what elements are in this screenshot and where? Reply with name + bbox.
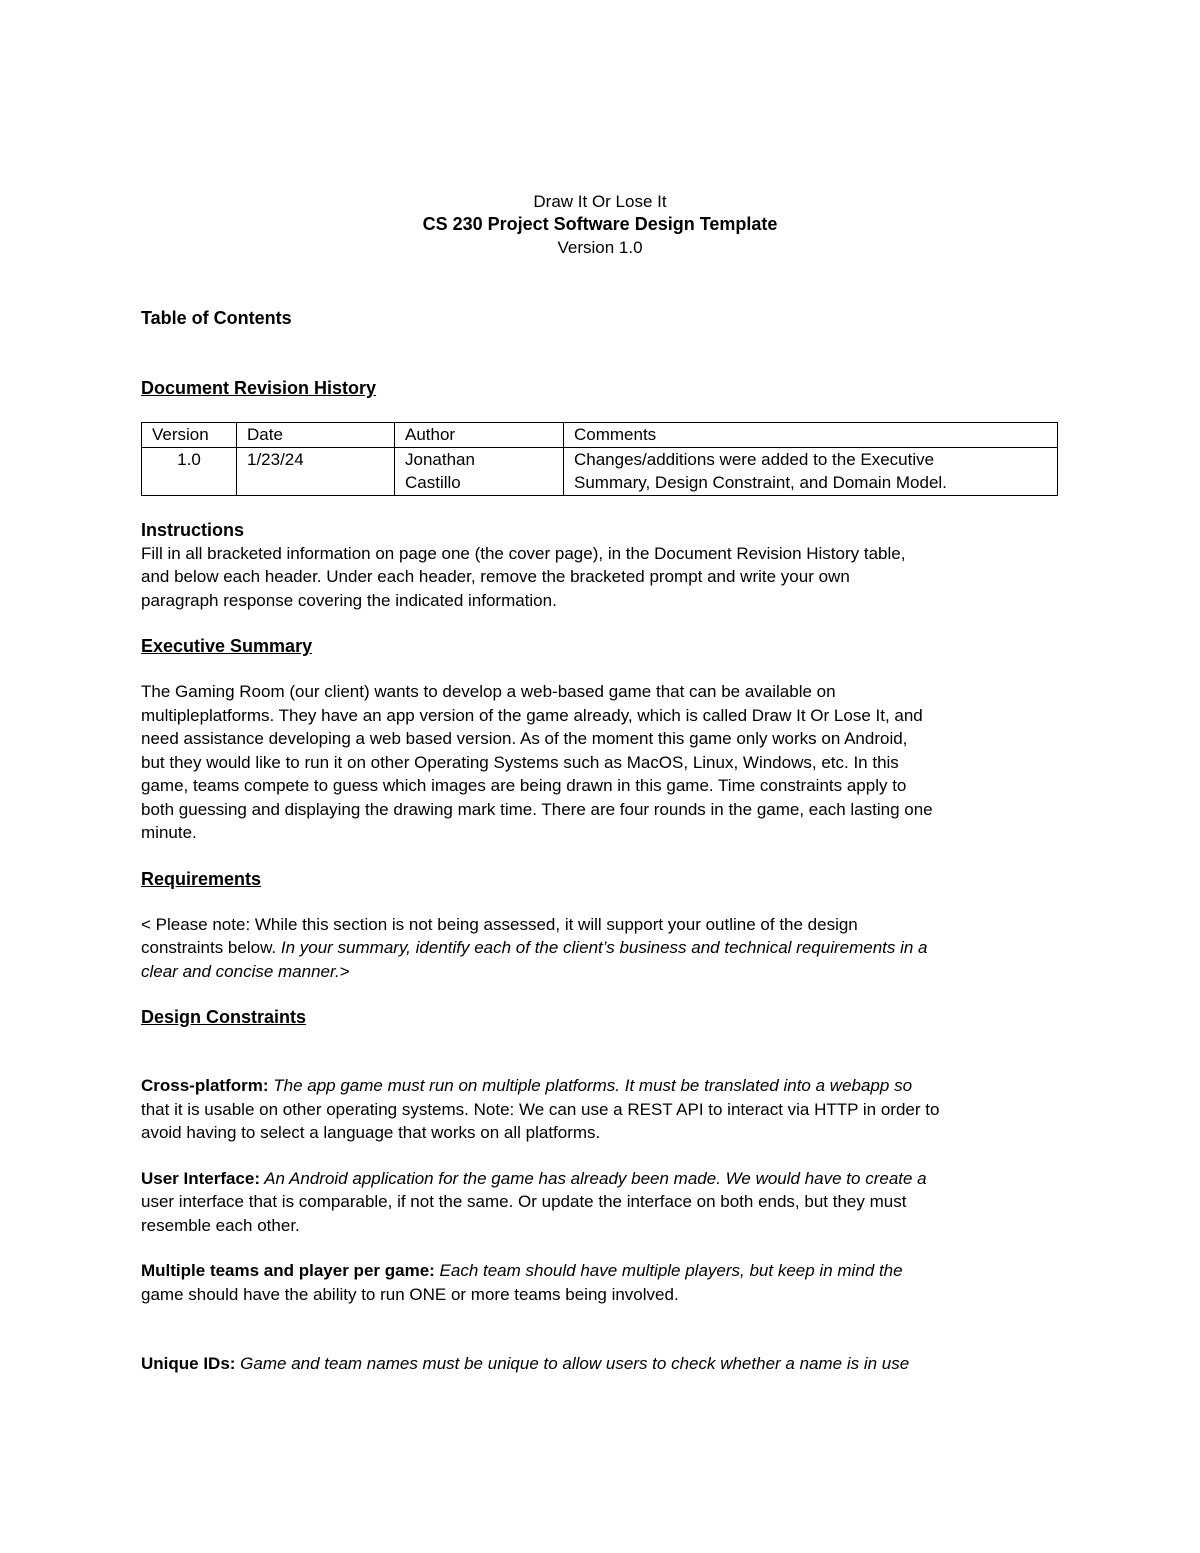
text-line: The Gaming Room (our client) wants to develop a web-based game that can be available on	[141, 682, 836, 701]
comments-cell	[564, 447, 1058, 495]
date-cell: 1/23/24	[237, 447, 395, 495]
text-line: paragraph response covering the indicated information.	[141, 590, 557, 610]
text-line: but they would like to run it on other Operating Systems such as MacOS, Linux, Windows, etc. In this	[141, 752, 899, 772]
text-line	[141, 1352, 1059, 1376]
table-row	[142, 447, 1058, 495]
author-cell	[395, 447, 564, 495]
text-line: Fill in all bracketed information on page one (the cover page), in the Document Revision History table,	[141, 543, 906, 563]
text-line: that it is usable on other operating systems. Note: We can use a REST API to interact via HTTP in order to	[141, 1099, 940, 1119]
comments-line: Changes/additions were added to the Executive	[574, 449, 935, 469]
constraint-text: The app game must run on multiple platforms. It must be translated into a webapp so	[268, 1076, 913, 1095]
constraint-cross-platform	[141, 1074, 1059, 1145]
constraint-unique-ids	[141, 1352, 1059, 1376]
text-line: resemble each other.	[141, 1215, 300, 1235]
column-header: Comments	[564, 423, 1058, 448]
text-line: game should have the ability to run ONE or more teams being involved.	[141, 1284, 679, 1304]
document-title: CS 230 Project Software Design Template	[422, 214, 778, 234]
text-line	[141, 1074, 1059, 1098]
author-line: Castillo	[405, 473, 461, 492]
text-line	[141, 1167, 1059, 1191]
author-line: Jonathan	[405, 449, 475, 469]
instructions-heading: Instructions	[141, 519, 245, 540]
page-content	[141, 190, 1059, 1376]
text-line: need assistance developing a web based version. As of the moment this game only works on Android,	[141, 729, 908, 748]
toc-heading: Table of Contents	[141, 308, 292, 328]
cover-header	[141, 190, 1059, 259]
table-header-row	[142, 423, 1058, 448]
document-version: Version 1.0	[557, 238, 643, 257]
requirements-paragraph	[141, 913, 1059, 984]
executive-summary-paragraph	[141, 680, 1059, 845]
constraint-label: User Interface:	[141, 1168, 261, 1188]
constraint-text: Game and team names must be unique to allow users to check whether a name is in use	[235, 1354, 910, 1373]
text-line: avoid having to select a language that works on all platforms.	[141, 1123, 601, 1142]
text-line: game, teams compete to guess which images are being drawn in this game. Time constraints apply to	[141, 776, 907, 795]
revision-history-heading: Document Revision History	[141, 378, 377, 398]
version-cell: 1.0	[142, 447, 237, 495]
italic-text: clear and concise manner.	[141, 961, 340, 981]
constraint-multiple-teams	[141, 1259, 1059, 1306]
text-line: < Please note: While this section is not being assessed, it will support your outline of the design	[141, 914, 858, 934]
text-line: and below each header. Under each header, remove the bracketed prompt and write your own	[141, 567, 850, 586]
constraint-label: Cross-platform:	[141, 1076, 269, 1095]
executive-summary-heading: Executive Summary	[141, 636, 313, 656]
constraint-user-interface	[141, 1167, 1059, 1238]
text-line	[141, 936, 1059, 960]
constraint-text: Each team should have multiple players, but keep in mind the	[434, 1261, 903, 1280]
constraint-label: Unique IDs:	[141, 1354, 236, 1373]
column-header: Version	[142, 423, 237, 448]
constraint-label: Multiple teams and player per game:	[141, 1261, 435, 1280]
column-header: Author	[395, 423, 564, 448]
italic-text: In your summary, identify each of the client’s business and technical requirements in a	[280, 938, 928, 957]
text-line: minute.	[141, 823, 197, 842]
text-line	[141, 960, 1059, 984]
instructions-paragraph	[141, 542, 1059, 613]
column-header: Date	[237, 423, 395, 448]
text-line: both guessing and displaying the drawing mark time. There are four rounds in the game, each lasting one	[141, 799, 933, 819]
text-line: multipleplatforms. They have an app version of the game already, which is called Draw It Or Lose It, and	[141, 705, 923, 725]
revision-history-table	[141, 422, 1058, 496]
plain-text: >	[339, 961, 350, 981]
text-line	[141, 1259, 1059, 1283]
project-name: Draw It Or Lose It	[533, 192, 667, 211]
plain-text: constraints below.	[141, 938, 281, 957]
design-constraints-heading: Design Constraints	[141, 1007, 307, 1027]
constraint-text: An Android application for the game has already been made. We would have to create a	[260, 1168, 927, 1188]
requirements-heading: Requirements	[141, 868, 262, 889]
comments-line: Summary, Design Constraint, and Domain Model.	[574, 473, 947, 492]
text-line: user interface that is comparable, if not the same. Or update the interface on both ends, but they must	[141, 1192, 907, 1211]
